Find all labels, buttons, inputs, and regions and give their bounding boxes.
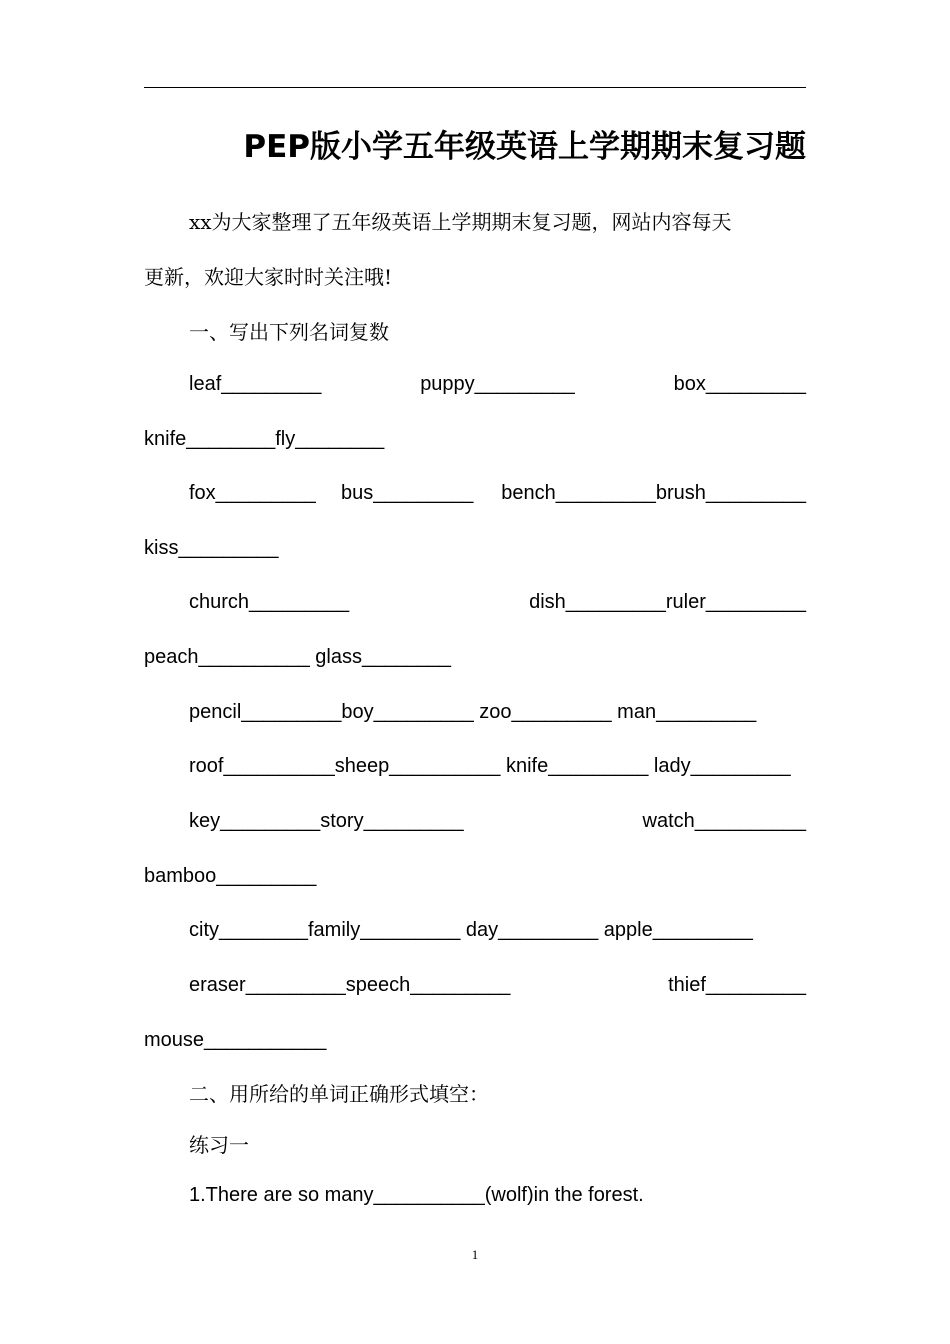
- plural-item: box_________: [673, 373, 806, 395]
- plural-item: watch__________: [642, 810, 806, 832]
- plural-row: [144, 862, 316, 890]
- intro-line-2: 更新，欢迎大家时时关注哦!: [144, 265, 393, 289]
- plural-row: [189, 807, 806, 835]
- plural-item: mouse___________: [144, 1029, 327, 1051]
- plural-item: fox_________: [189, 482, 316, 504]
- section2-heading: 二、用所给的单词正确形式填空：: [189, 1082, 489, 1106]
- question-1: 1.There are so many__________(wolf)in the forest.: [189, 1184, 644, 1206]
- plural-row: [189, 370, 806, 398]
- plural-row: [189, 752, 791, 780]
- plural-item: bench_________brush_________: [501, 482, 806, 504]
- intro-line-1: xx为大家整理了五年级英语上学期期末复习题，网站内容每天: [189, 210, 732, 234]
- plural-row: [189, 916, 753, 944]
- page-title: PEP版小学五年级英语上学期期末复习题: [243, 129, 806, 165]
- plural-item: bamboo_________: [144, 865, 317, 887]
- header-rule: [144, 87, 806, 88]
- plural-item: kiss_________: [144, 537, 279, 559]
- plural-row: [189, 698, 756, 726]
- plural-row: [189, 971, 806, 999]
- plural-item: puppy_________: [420, 373, 575, 395]
- plural-row: [144, 534, 279, 562]
- plural-row: [144, 425, 384, 453]
- page-number: 1: [471, 1247, 479, 1262]
- plural-item: roof__________sheep__________ knife_________ lady_________: [189, 755, 791, 777]
- plural-item: church_________: [189, 591, 350, 613]
- plural-item: peach__________ glass________: [144, 646, 451, 668]
- section1-heading: 一、写出下列名词复数: [189, 320, 389, 344]
- plural-row: [189, 588, 806, 616]
- plural-row: [144, 1026, 326, 1054]
- plural-item: city________family_________ day_________ apple_________: [189, 919, 753, 941]
- plural-item: bus_________: [341, 482, 474, 504]
- plural-item: key_________story_________: [189, 810, 464, 832]
- plural-item: eraser_________speech_________: [189, 974, 511, 996]
- plural-item: leaf_________: [189, 373, 322, 395]
- section2-subheading: 练习一: [189, 1133, 249, 1157]
- plural-row: [144, 643, 451, 671]
- plural-item: dish_________ruler_________: [529, 591, 806, 613]
- plural-item: pencil_________boy_________ zoo_________ man_________: [189, 701, 757, 723]
- plural-item: thief_________: [668, 974, 806, 996]
- plural-item: knife________fly________: [144, 428, 385, 450]
